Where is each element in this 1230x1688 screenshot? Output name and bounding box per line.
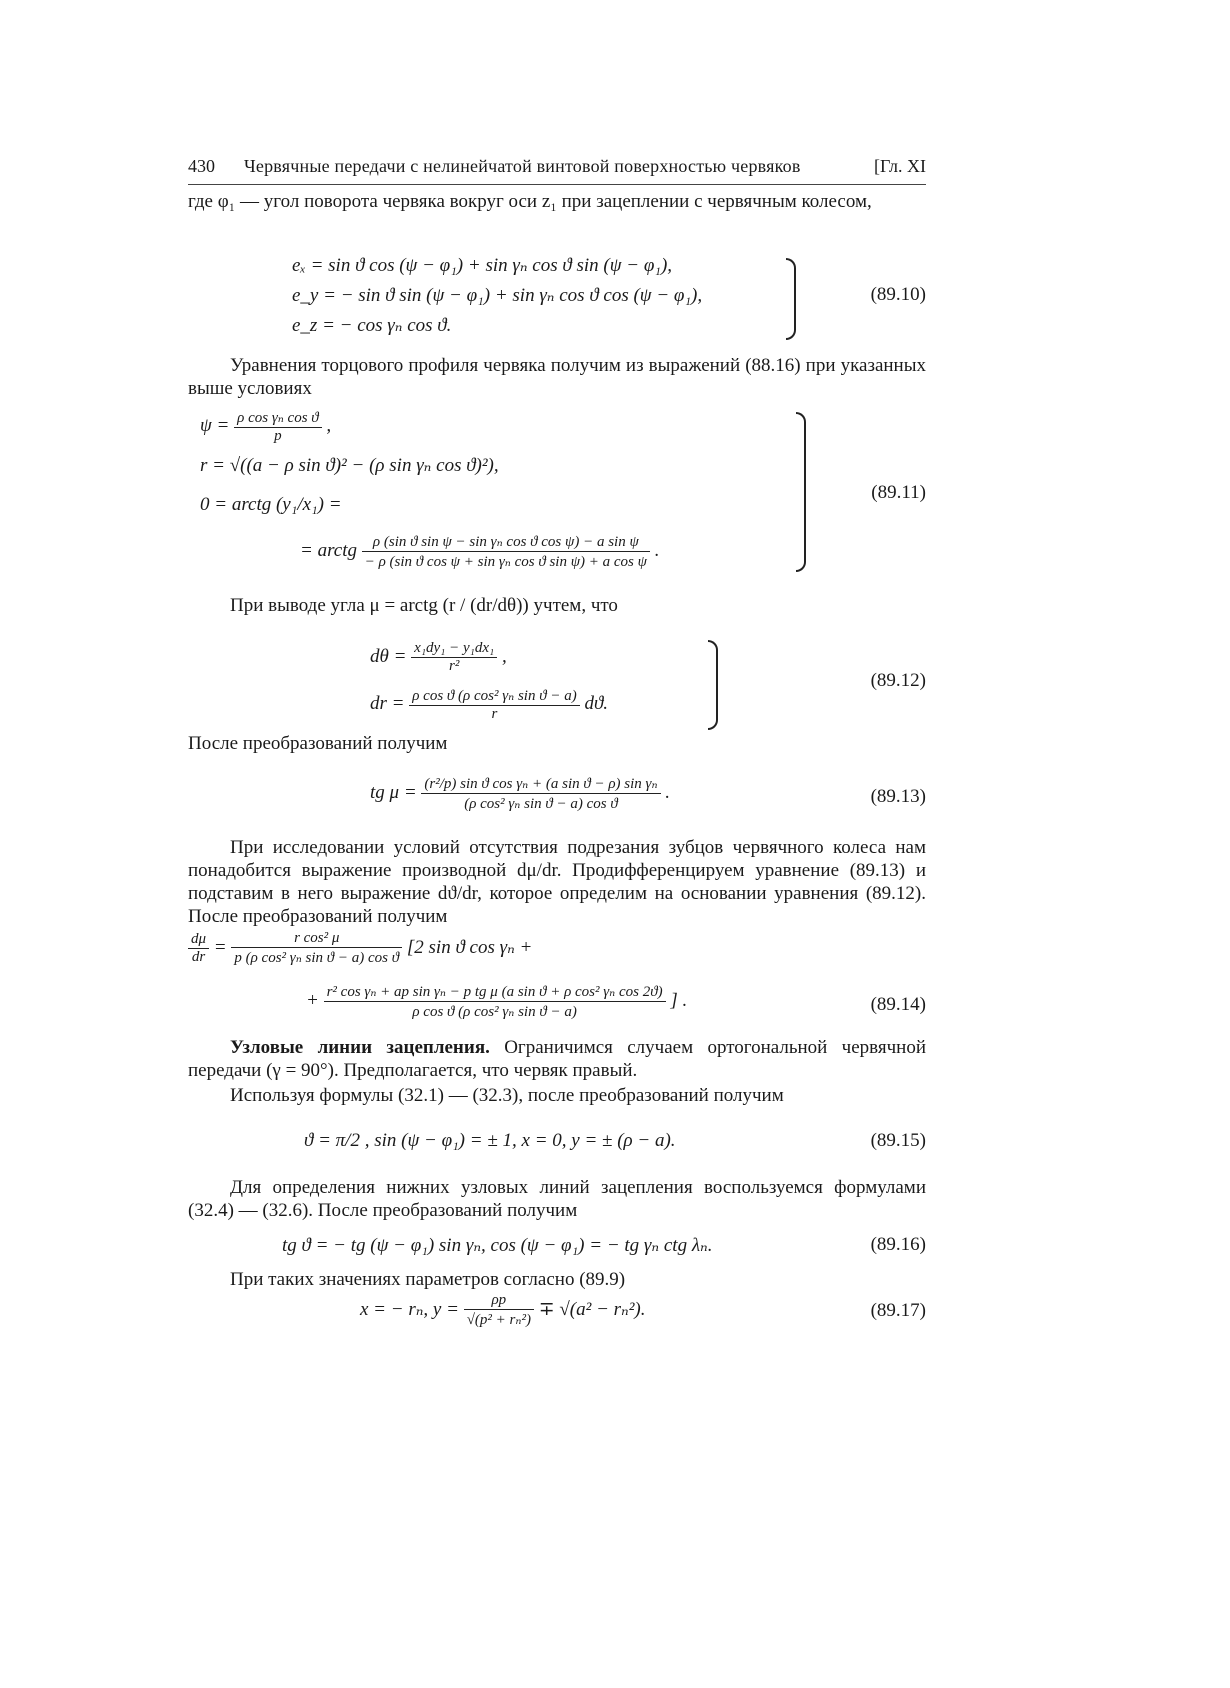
- page-number: 430: [188, 156, 215, 176]
- equation-number: (89.12): [870, 670, 926, 691]
- numerator: ρ cos ϑ (ρ cos² γₙ sin ϑ − a): [409, 686, 579, 706]
- eq-fraction: [464, 1292, 534, 1329]
- denominator: √(p² + rₙ²): [466, 1312, 531, 1328]
- second-fraction: [324, 982, 666, 1021]
- eq-dr: [370, 686, 608, 723]
- arctg-fraction: [362, 532, 650, 571]
- eq-line: eₓ = sin ϑ cos (ψ − φ₁) + sin γₙ cos ϑ sin (ψ − φ₁),: [292, 255, 673, 276]
- right-brace: [708, 640, 718, 730]
- dtheta-fraction: [411, 640, 497, 675]
- equation-number: (89.17): [870, 1300, 926, 1321]
- chapter-label: [Гл. XI: [873, 156, 926, 176]
- eq-line: e_y = − sin ϑ sin (ψ − φ₁) + sin γₙ cos ϑ cos (ψ − φ₁),: [292, 285, 703, 306]
- paragraph-3: При выводе угла μ = arctg (r / (dr/dθ)) учтем, что: [230, 595, 618, 616]
- paragraph-5: При исследовании условий отсутствия подрезания зубцов червячного колеса нам понадобится выражение производной dμ/dr. Продифференцируем уравнение (89.13) и подставим в него выражение dϑ/dr, которое определим на основании уравнения (89.12). После преобразований получим: [188, 837, 926, 927]
- eq-dmu-line-1: $\frac{d\mu}{dr}$ = $\frac{\text{r cos² μ}}{\text{p (ρ cos² γₙ sin ϑ − a) cos ϑ}}$ [2 sin ϑ cos γₙ +: [188, 930, 532, 967]
- eq-psi: ψ = $\frac{\text{ρ cos γₙ cos ϑ}}{p}$ ,: [200, 410, 332, 444]
- paragraph-4: После преобразований получим: [188, 733, 448, 754]
- equation-number: (89.10): [870, 284, 926, 305]
- numerator: ρ (sin ϑ sin ψ − sin γₙ cos ϑ cos ψ) − a sin ψ: [362, 532, 650, 552]
- denominator: ρ cos ϑ (ρ cos² γₙ sin ϑ − a): [412, 1004, 577, 1020]
- psi-fraction: [234, 408, 322, 445]
- eq-dmu-line-2: + $\frac{\text{r² cos γₙ + ap sin γₙ − p tg μ (a sin ϑ + ρ cos² γₙ cos 2ϑ)}}{\text{ρ cos ϑ (ρ cos² γₙ sin ϑ − a)}}$ ] .: [306, 984, 688, 1020]
- paragraph-8: Для определения нижних узловых линий зацепления воспользуемся формулами (32.4) — (32.6). После преобразований получим: [188, 1177, 926, 1221]
- denominator: (ρ cos² γₙ sin ϑ − a) cos ϑ: [464, 796, 618, 812]
- dr-tail: dϑ.: [584, 692, 609, 714]
- first-fraction: [231, 930, 402, 967]
- eq-r: r = √((a − ρ sin ϑ)² − (ρ sin γₙ cos ϑ)²),: [200, 455, 499, 476]
- eq-line: ϑ = π/2 , sin (ψ − φ₁) = ± 1, x = 0, y = ± (ρ − a).: [304, 1130, 676, 1151]
- denominator: r: [491, 706, 498, 722]
- equation-number: (89.13): [870, 786, 926, 807]
- section-heading: Узловые линии зацепления.: [230, 1037, 490, 1058]
- eq-line: tg ϑ = − tg (ψ − φ₁) sin γₙ, cos (ψ − φ₁) = − tg γₙ ctg λₙ.: [282, 1235, 713, 1256]
- equation-number: (89.11): [871, 482, 926, 503]
- denominator: − ρ (sin ϑ cos ψ + sin γₙ cos ϑ sin ψ) + a cos ψ: [364, 554, 647, 570]
- dtheta-lhs: dθ =: [370, 645, 407, 667]
- paragraph-7: Используя формулы (32.1) — (32.3), после преобразований получим: [230, 1085, 784, 1106]
- denominator: dr: [191, 949, 206, 965]
- numerator: (r²/p) sin ϑ cos γₙ + (a sin ϑ − ρ) sin γₙ: [421, 774, 660, 794]
- paragraph-6-text: Ограничимся случаем ортогональной червячной передачи (γ = 90°). Предполагается, что червяк правый.: [188, 1037, 927, 1081]
- numerator: dμ: [188, 931, 209, 949]
- tgmu-fraction: [421, 774, 660, 813]
- eq-theta: 0 = arctg (y₁/x₁) =: [200, 494, 342, 515]
- eq-tgmu: tg μ = $\frac{\text{(r²/p) sin ϑ cos γₙ + (a sin ϑ − ρ) sin γₙ}}{\text{(ρ cos² γₙ sin ϑ − a) cos ϑ}}$ .: [370, 776, 671, 812]
- eq-tail: ∓ √(a² − rₙ²).: [538, 1298, 646, 1320]
- paragraph-6: [188, 1036, 926, 1082]
- equation-number: (89.14): [870, 994, 926, 1015]
- eq-lhs: x = − rₙ, y =: [360, 1298, 459, 1320]
- numerator: r cos² μ: [231, 930, 402, 948]
- equation-number: (89.15): [870, 1130, 926, 1151]
- psi-lhs: ψ =: [200, 414, 230, 436]
- eq-line: e_z = − cos γₙ cos ϑ.: [292, 315, 452, 336]
- tgmu-lhs: tg μ =: [370, 781, 417, 803]
- header-rule: [188, 184, 926, 185]
- right-brace: [796, 412, 806, 572]
- eq-line: [360, 1292, 646, 1329]
- paragraph-9: При таких значениях параметров согласно (89.9): [230, 1269, 626, 1290]
- denominator: r²: [449, 658, 460, 674]
- equation-number: (89.16): [870, 1234, 926, 1255]
- dr-fraction: [409, 686, 579, 723]
- eq-arctg: = arctg $\frac{\text{ρ (sin ϑ sin ψ − sin γₙ cos ϑ cos ψ) − a sin ψ}}{\text{− ρ (sin ϑ cos ψ + sin γₙ cos ϑ sin ψ) + a cos ψ}}$ .: [300, 534, 660, 570]
- bracket-start: [2 sin ϑ cos γₙ +: [406, 936, 533, 958]
- arctg-lhs: = arctg: [300, 539, 357, 561]
- denominator: p (ρ cos² γₙ sin ϑ − a) cos ϑ: [234, 950, 400, 966]
- numerator: r² cos γₙ + ap sin γₙ − p tg μ (a sin ϑ + ρ cos² γₙ cos 2ϑ): [324, 982, 666, 1002]
- paragraph-2: Уравнения торцового профиля червяка получим из выражений (88.16) при указанных выше условиях: [188, 355, 926, 399]
- denominator: p: [274, 428, 282, 444]
- numerator: ρp: [464, 1292, 534, 1310]
- numerator: x₁dy₁ − y₁dx₁: [411, 640, 497, 658]
- right-brace: [786, 258, 796, 340]
- running-title: Червячные передачи с нелинейчатой винтовой поверхностью червяков: [244, 156, 801, 176]
- dr-lhs: dr =: [370, 692, 405, 714]
- paragraph-1: где φ₁ — угол поворота червяка вокруг оси z₁ при зацеплении с червячным колесом,: [188, 191, 872, 212]
- eq-dtheta: dθ = $\frac{\text{x₁dy₁ − y₁dx₁}}{\text{r²}}$ ,: [370, 640, 507, 674]
- numerator: ρ cos γₙ cos ϑ: [234, 408, 322, 428]
- dmu-dr-fraction: [188, 931, 209, 966]
